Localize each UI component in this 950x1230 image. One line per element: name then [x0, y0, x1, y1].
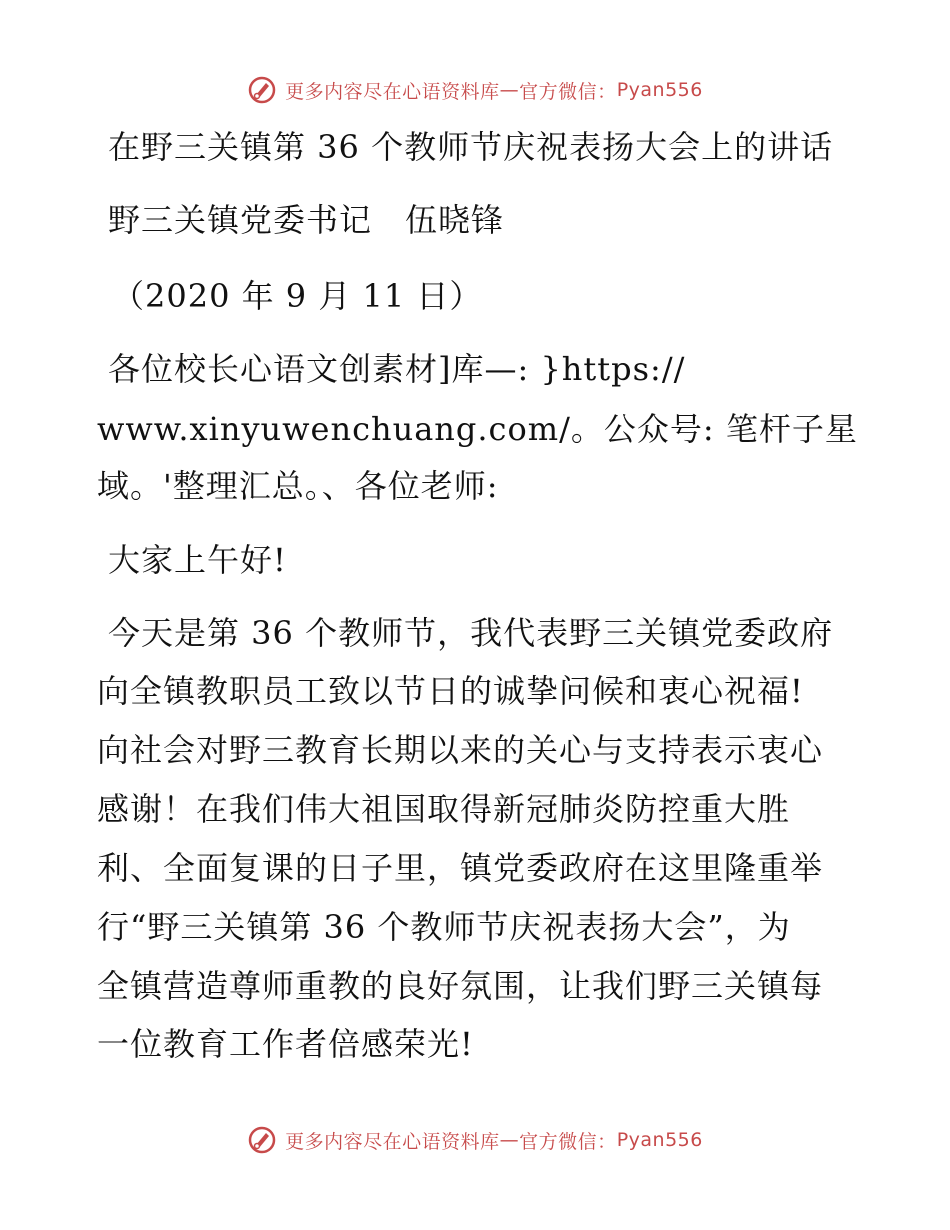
- wechat-label: 官方微信：: [519, 80, 617, 103]
- body-line: 今天是第 36 个教师节，我代表野三关镇党委政府: [108, 614, 834, 652]
- body-line: 向社会对野三教育长期以来的关心与支持表示衷心: [97, 731, 824, 769]
- body-line: 行“野三关镇第 36 个教师节庆祝表扬大会”，为: [97, 908, 791, 946]
- greeting-line: 域。'整理汇总。、各位老师:: [97, 467, 499, 505]
- promo-text: 更多内容尽在心语资料库: [285, 80, 500, 103]
- body-line: 向全镇教职员工致以节日的诚挚问候和衷心祝福!: [97, 672, 804, 710]
- wechat-id: Pyan556: [616, 1129, 703, 1151]
- header-banner: [0, 72, 950, 108]
- wechat-label: 官方微信：: [519, 1130, 617, 1153]
- date-line: （2020 年 9 月 11 日）: [112, 277, 483, 315]
- body-line: 全镇营造尊师重教的良好氛围，让我们野三关镇每: [97, 967, 824, 1005]
- greeting-line: www.xinyuwenchuang.com/。公众号: 笔杆子星: [97, 410, 858, 448]
- promo-text: 更多内容尽在心语资料库: [285, 1130, 500, 1153]
- pen-logo-icon: [247, 1125, 277, 1155]
- body-line: 一位教育工作者倍感荣光!: [97, 1025, 474, 1063]
- document-title: 在野三关镇第 36 个教师节庆祝表扬大会上的讲话: [108, 128, 834, 166]
- pen-logo-icon: [247, 75, 277, 105]
- wechat-id: Pyan556: [616, 79, 703, 101]
- greeting-line: 各位校长心语文创素材]库—: }https://: [108, 350, 686, 388]
- body-line: 感谢！在我们伟大祖国取得新冠肺炎防控重大胜: [97, 790, 791, 828]
- body-line: 利、全面复课的日子里，镇党委政府在这里隆重举: [97, 849, 824, 887]
- author-line: 野三关镇党委书记 伍晓锋: [108, 201, 505, 239]
- banner-separator: —: [499, 79, 520, 101]
- salutation: 大家上午好!: [108, 541, 287, 579]
- banner-separator: —: [499, 1129, 520, 1151]
- footer-banner: [0, 1122, 950, 1158]
